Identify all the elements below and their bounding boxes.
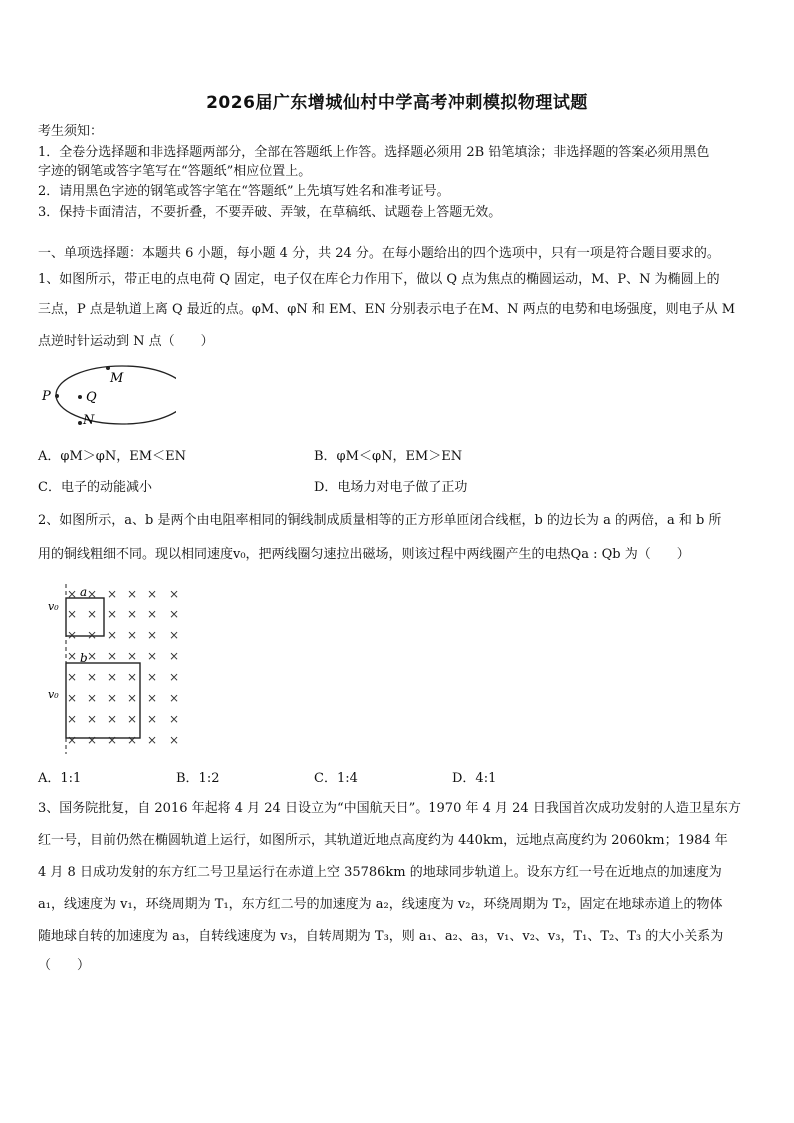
field-cross-mark: × (86, 733, 98, 747)
field-cross-mark: × (126, 733, 138, 747)
field-cross-mark: × (168, 607, 180, 621)
q2-option-d[interactable]: D．4:1 (452, 771, 497, 786)
field-cross-mark: × (106, 649, 118, 663)
notice-item-1-line-1: 1．全卷分选择题和非选择题两部分，全部在答题纸上作答。选择题必须用 2B 铅笔填涂；非选择题的答案必须用黑色 (38, 145, 710, 160)
field-cross-mark: × (146, 607, 158, 621)
label-q: Q (86, 390, 97, 405)
field-cross-mark: × (146, 712, 158, 726)
q3-stem-line-3: 4 月 8 日成功发射的东方红二号卫星运行在赤道上空 35786km 的地球同步轨道上。设东方红一号在近地点的加速度为 (38, 865, 722, 880)
q1-option-d[interactable]: D．电场力对电子做了正功 (314, 480, 468, 495)
field-cross-mark: × (168, 587, 180, 601)
q1-option-c[interactable]: C．电子的动能减小 (38, 480, 152, 495)
q2-option-c[interactable]: C．1:4 (314, 771, 358, 786)
notice-item-2: 2．请用黑色字迹的钢笔或答字笔在“答题纸”上先填写姓名和准考证号。 (38, 184, 450, 199)
page-title: 2026届广东增城仙村中学高考冲刺模拟物理试题 (206, 93, 588, 113)
point-m (106, 366, 110, 370)
q2-stem-line-2: 用的铜线粗细不同。现以相同速度v₀，把两线圈匀速拉出磁场，则该过程中两线圈产生的电热Qa : Qb 为（ ） (38, 547, 690, 562)
point-p (55, 394, 59, 398)
field-cross-mark: × (106, 691, 118, 705)
point-n (78, 421, 82, 425)
field-cross-mark: × (126, 628, 138, 642)
field-cross-mark: × (86, 628, 98, 642)
label-m: M (110, 371, 124, 386)
point-q (78, 395, 82, 399)
label-coil-a: a (80, 585, 88, 599)
q1-stem-line-2: 三点，P 点是轨道上离 Q 最近的点。φM、φN 和 EM、EN 分别表示电子在M、N 两点的电势和电场强度，则电子从 M (38, 302, 736, 317)
field-cross-mark: × (66, 670, 78, 684)
field-cross-mark: × (168, 628, 180, 642)
field-cross-mark: × (106, 628, 118, 642)
field-cross-mark: × (146, 649, 158, 663)
notice-heading: 考生须知： (38, 124, 104, 139)
notice-item-3: 3．保持卡面清洁，不要折叠，不要弄破、弄皱，在草稿纸、试题卷上答题无效。 (38, 205, 502, 220)
label-v0-bottom: v₀ (48, 688, 59, 701)
field-cross-mark: × (126, 587, 138, 601)
field-cross-mark: × (66, 628, 78, 642)
field-cross-mark: × (106, 607, 118, 621)
q1-stem-line-3: 点逆时针运动到 N 点（ ） (38, 334, 214, 349)
field-cross-mark: × (146, 587, 158, 601)
field-cross-mark: × (146, 670, 158, 684)
field-cross-mark: × (86, 587, 98, 601)
q2-option-b[interactable]: B．1:2 (176, 771, 220, 786)
field-cross-mark: × (146, 733, 158, 747)
label-p: P (42, 389, 51, 404)
field-cross-mark: × (106, 712, 118, 726)
notice-item-1-line-2: 字迹的钢笔或答字笔写在“答题纸”相应位置上。 (38, 164, 312, 179)
q3-stem-line-6: （ ） (38, 958, 91, 973)
field-cross-mark: × (66, 607, 78, 621)
label-n: N (83, 413, 95, 428)
label-coil-b: b (80, 651, 88, 665)
field-cross-mark: × (86, 607, 98, 621)
field-cross-mark: × (168, 691, 180, 705)
field-cross-mark: × (168, 670, 180, 684)
field-cross-mark: × (86, 691, 98, 705)
field-cross-mark: × (146, 628, 158, 642)
q2-stem-line-1: 2、如图所示，a、b 是两个由电阻率相同的铜线制成质量相等的正方形单匝闭合线框，b 的边长为 a 的两倍，a 和 b 所 (38, 513, 722, 528)
field-cross-mark: × (126, 691, 138, 705)
field-cross-mark: × (86, 712, 98, 726)
field-cross-mark: × (66, 587, 78, 601)
field-cross-mark: × (106, 733, 118, 747)
field-cross-mark: × (106, 670, 118, 684)
field-cross-mark: × (66, 712, 78, 726)
field-cross-mark: × (66, 691, 78, 705)
field-cross-mark: × (168, 733, 180, 747)
field-cross-mark: × (126, 670, 138, 684)
q2-magnetic-field-figure (44, 580, 194, 760)
q3-stem-line-5: 随地球自转的加速度为 a₃，自转线速度为 v₃，自转周期为 T₃，则 a₁、a₂、a₃，v₁、v₂、v₃，T₁、T₂、T₃ 的大小关系为 (38, 929, 724, 944)
field-cross-mark: × (168, 712, 180, 726)
field-cross-mark: × (66, 733, 78, 747)
q1-option-a[interactable]: A．φM＞φN，EM＜EN (38, 449, 186, 464)
field-cross-mark: × (86, 670, 98, 684)
field-cross-mark: × (146, 691, 158, 705)
q3-stem-line-2: 红一号，目前仍然在椭圆轨道上运行，如图所示，其轨道近地点高度约为 440km，远地点高度约为 2060km；1984 年 (38, 833, 728, 848)
q3-stem-line-4: a₁，线速度为 v₁，环绕周期为 T₁，东方红二号的加速度为 a₂，线速度为 v₂，环绕周期为 T₂，固定在地球赤道上的物体 (38, 897, 723, 912)
field-cross-mark: × (66, 649, 78, 663)
field-crosses (67, 587, 179, 747)
q1-stem-line-1: 1、如图所示，带正电的点电荷 Q 固定，电子仅在库仑力作用下，做以 Q 点为焦点的椭圆运动，M、P、N 为椭圆上的 (38, 272, 720, 287)
field-cross-mark: × (168, 649, 180, 663)
field-cross-mark: × (106, 587, 118, 601)
q2-option-a[interactable]: A．1:1 (38, 771, 82, 786)
field-cross-mark: × (126, 649, 138, 663)
field-cross-mark: × (126, 712, 138, 726)
field-cross-mark: × (86, 649, 98, 663)
section-heading: 一、单项选择题：本题共 6 小题，每小题 4 分，共 24 分。在每小题给出的四个选项中，只有一项是符合题目要求的。 (38, 246, 720, 261)
q1-option-b[interactable]: B．φM＜φN，EM＞EN (314, 449, 463, 464)
q3-stem-line-1: 3、国务院批复，自 2016 年起将 4 月 24 日设立为“中国航天日”。1970 年 4 月 24 日我国首次成功发射的人造卫星东方 (38, 801, 741, 816)
label-v0-top: v₀ (48, 600, 59, 613)
q1-ellipse-figure (36, 362, 176, 434)
field-cross-mark: × (126, 607, 138, 621)
